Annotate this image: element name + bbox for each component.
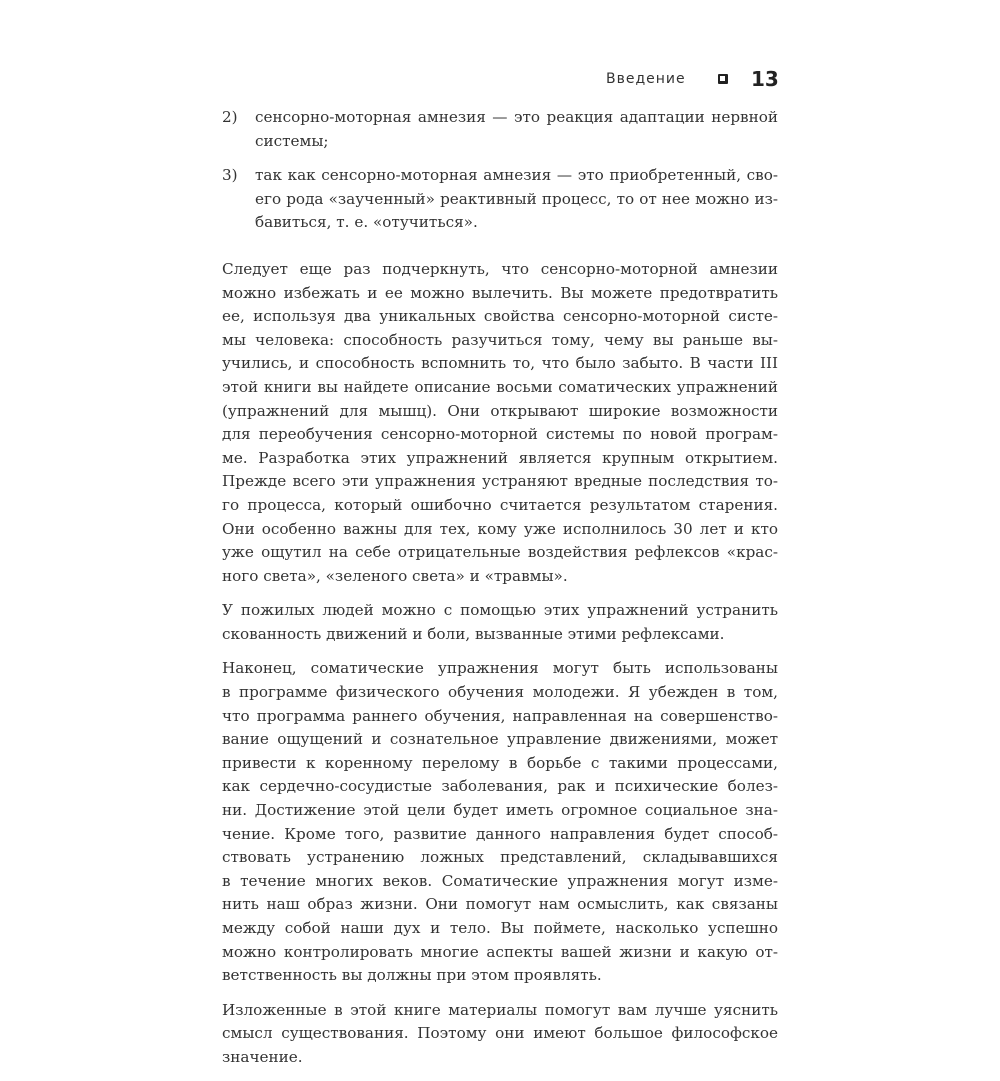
text-line: Следует еще раз подчеркнуть, что сенсорно-моторной амнезии xyxy=(222,259,778,278)
text-line: можно избежать и ее можно вылечить. Вы можете предотвратить xyxy=(222,283,778,302)
paragraph xyxy=(222,599,778,646)
text-line: (упражнений для мышц). Они открывают широкие возможности xyxy=(222,401,778,420)
text-line: системы; xyxy=(255,131,329,150)
text-line: его рода «заученный» реактивный процесс, то от нее можно из- xyxy=(255,189,778,208)
text-line: сенсорно-моторная амнезия — это реакция адаптации нервной xyxy=(255,108,778,126)
text-line: бавиться, т. е. «отучиться». xyxy=(255,213,478,232)
text-line: как сердечно-сосудистые заболевания, рак и психические болез- xyxy=(222,777,778,796)
page-body xyxy=(222,106,778,1081)
text-line: смысл существования. Поэтому они имеют большое философское xyxy=(222,1024,778,1043)
page-number: 13 xyxy=(751,67,779,91)
text-line: учились, и способность вспомнить то, что было забыто. В части III xyxy=(222,354,778,373)
text-line: ни. Достижение этой цели будет иметь огромное социальное зна- xyxy=(222,801,778,820)
list-number: 3) xyxy=(222,166,238,185)
text-line: что программа раннего обучения, направленная на совершенство- xyxy=(222,706,778,725)
text-line: для переобучения сенсорно-моторной системы по новой програм- xyxy=(222,425,778,444)
text-line: Изложенные в этой книге материалы помогут вам лучше уяснить xyxy=(222,1000,778,1019)
text-line: У пожилых людей можно с помощью этих упражнений устранить xyxy=(222,601,778,620)
text-line: ствовать устранению ложных представлений, складывавшихся xyxy=(222,848,778,867)
text-line: ветственность вы должны при этом проявлять. xyxy=(222,966,602,985)
square-icon xyxy=(718,74,728,84)
text-line: этой книги вы найдете описание восьми соматических упражнений xyxy=(222,377,778,396)
paragraph xyxy=(222,657,778,987)
running-header xyxy=(0,68,1000,94)
text-line: скованность движений и боли, вызванные этими рефлексами. xyxy=(222,624,725,643)
text-line: ее, используя два уникальных свойства сенсорно-моторной систе- xyxy=(222,307,778,326)
list-item xyxy=(222,164,778,235)
text-line: так как сенсорно-моторная амнезия — это приобретенный, сво- xyxy=(255,166,778,185)
text-line: Прежде всего эти упражнения устраняют вредные последствия то- xyxy=(222,472,778,491)
text-line: ного света», «зеленого света» и «травмы». xyxy=(222,566,568,585)
paragraph xyxy=(222,258,778,588)
text-line: го процесса, который ошибочно считается результатом старения. xyxy=(222,495,778,514)
text-line: привести к коренному перелому в борьбе с такими процессами, xyxy=(222,753,778,772)
text-line: чение. Кроме того, развитие данного направления будет способ- xyxy=(222,824,778,843)
text-line: можно контролировать многие аспекты вашей жизни и какую от- xyxy=(222,942,778,961)
text-line: в течение многих веков. Соматические упражнения могут изме- xyxy=(222,871,778,890)
text-line: между собой наши дух и тело. Вы поймете, насколько успешно xyxy=(222,919,778,937)
list-number: 2) xyxy=(222,108,238,126)
text-line: вание ощущений и сознательное управление движениями, может xyxy=(222,730,778,749)
running-title: Введение xyxy=(606,71,686,87)
text-line: нить наш образ жизни. Они помогут нам осмыслить, как связаны xyxy=(222,895,778,914)
text-line: в программе физического обучения молодежи. Я убежден в том, xyxy=(222,683,778,702)
paragraph xyxy=(222,999,778,1070)
text-line: значение. xyxy=(222,1047,303,1066)
text-line: уже ощутил на себе отрицательные воздействия рефлексов «крас- xyxy=(222,543,778,562)
text-line: мы человека: способность разучиться тому, чему вы раньше вы- xyxy=(222,330,778,349)
text-line: Они особенно важны для тех, кому уже исполнилось 30 лет и кто xyxy=(222,519,778,538)
list-item xyxy=(222,106,778,153)
text-line: Наконец, соматические упражнения могут быть использованы xyxy=(222,659,778,678)
text-line: ме. Разработка этих упражнений является крупным открытием. xyxy=(222,448,778,467)
